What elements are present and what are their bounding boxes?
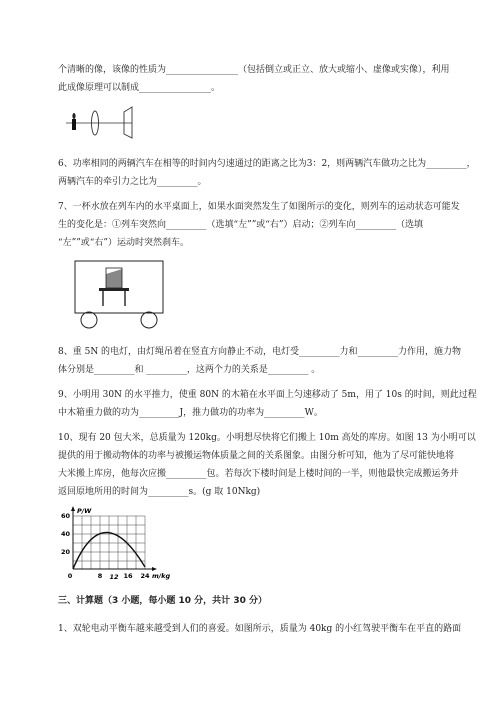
wheel-left xyxy=(81,312,97,328)
wheel-right xyxy=(141,312,157,328)
text-line-7: “左””或“右”）运动时突然刹车。 xyxy=(58,238,190,248)
text-line-5: 7、一杯水放在列车内的水平桌面上，如果水面突然发生了如图所示的变化，则列车的运动状态可能发 xyxy=(58,202,460,212)
x-tick-0: 0 xyxy=(67,572,73,580)
x-axis-arrow xyxy=(152,567,157,571)
text-line-8: 8、重 5N 的电灯，由灯绳吊着在竖直方向静止不动，电灯受_________力和_________力作用，施力物 xyxy=(58,347,462,357)
section-heading-calculation: 三、计算题（3 小题，每小题 10 分，共计 30 分） xyxy=(58,596,267,606)
graph-grid xyxy=(73,516,145,569)
text-line-6: 生的变化是：①列车突然向_________（选填“左””或“右”）启动；②列车向_________（选填 xyxy=(58,220,424,230)
table-icon xyxy=(99,288,129,306)
water-cup-icon xyxy=(106,268,122,288)
screen-icon xyxy=(124,107,132,138)
optics-figure xyxy=(62,104,152,144)
text-line-10: 9、小明用 30N 的水平推力，使重 80N 的木箱在水平面上匀速移动了 5m，用了 10s 的时间，则此过程 xyxy=(58,390,477,400)
text-line-15: 返回原地所用的时间为_________s。(g 取 10Nkg) xyxy=(58,487,261,497)
y-tick-60: 60 xyxy=(60,512,70,520)
candle-icon xyxy=(72,113,76,130)
text-line-1: 个清晰的像，该像的性质为________________（包括倒立或正立、放大或缩小、虚像或实像），利用 xyxy=(58,65,450,75)
graph-xlabel: m/kg xyxy=(152,572,171,580)
text-line-17: 1、双轮电动平衡车越来越受到人们的喜爱。如图所示，质量为 40kg 的小红驾驶平衡车在平直的路面 xyxy=(58,624,462,634)
x-tick-24: 24 xyxy=(140,572,150,580)
x-tick-8: 8 xyxy=(97,572,103,580)
x-tick-16: 16 xyxy=(123,572,133,580)
graph-ylabel: P/W xyxy=(77,507,92,515)
text-line-4: 两辆汽车的牵引力之比为_________。 xyxy=(58,177,207,187)
text-line-13: 提供的用于搬动物体的功率与被搬运物体质量之间的关系图象。由图分析可知，他为了尽可能快地将 xyxy=(58,451,455,461)
text-line-2: 此成像原理可以制成________________。 xyxy=(58,83,221,93)
text-line-12: 10、现有 20 包大米，总质量为 120kg。小明想尽快将它们搬上 10m 高处的库房。如图 13 为小明可以 xyxy=(58,433,476,443)
y-tick-40: 40 xyxy=(60,530,70,538)
x-tick-12: 12 xyxy=(109,573,119,581)
y-tick-20: 20 xyxy=(60,548,70,556)
text-line-3: 6、功率相同的两辆汽车在相等的时间内匀速通过的距离之比为3：2，则两辆汽车做功之比为_________， xyxy=(58,159,476,169)
train-car-figure xyxy=(70,256,170,331)
y-axis-arrow xyxy=(71,506,75,511)
text-line-9: 体分别是_________和 _________，这两个力的关系是_________ 。 xyxy=(58,365,321,375)
power-mass-graph xyxy=(58,505,183,585)
text-line-14: 大米搬上库房，他每次应搬_________包。若每次下楼时间是上楼时间的一半，则他最快完成搬运务并 xyxy=(58,469,459,479)
text-line-11: 中木箱重力做的功为_________J，推力做功的功率为_________W。 xyxy=(58,408,323,418)
